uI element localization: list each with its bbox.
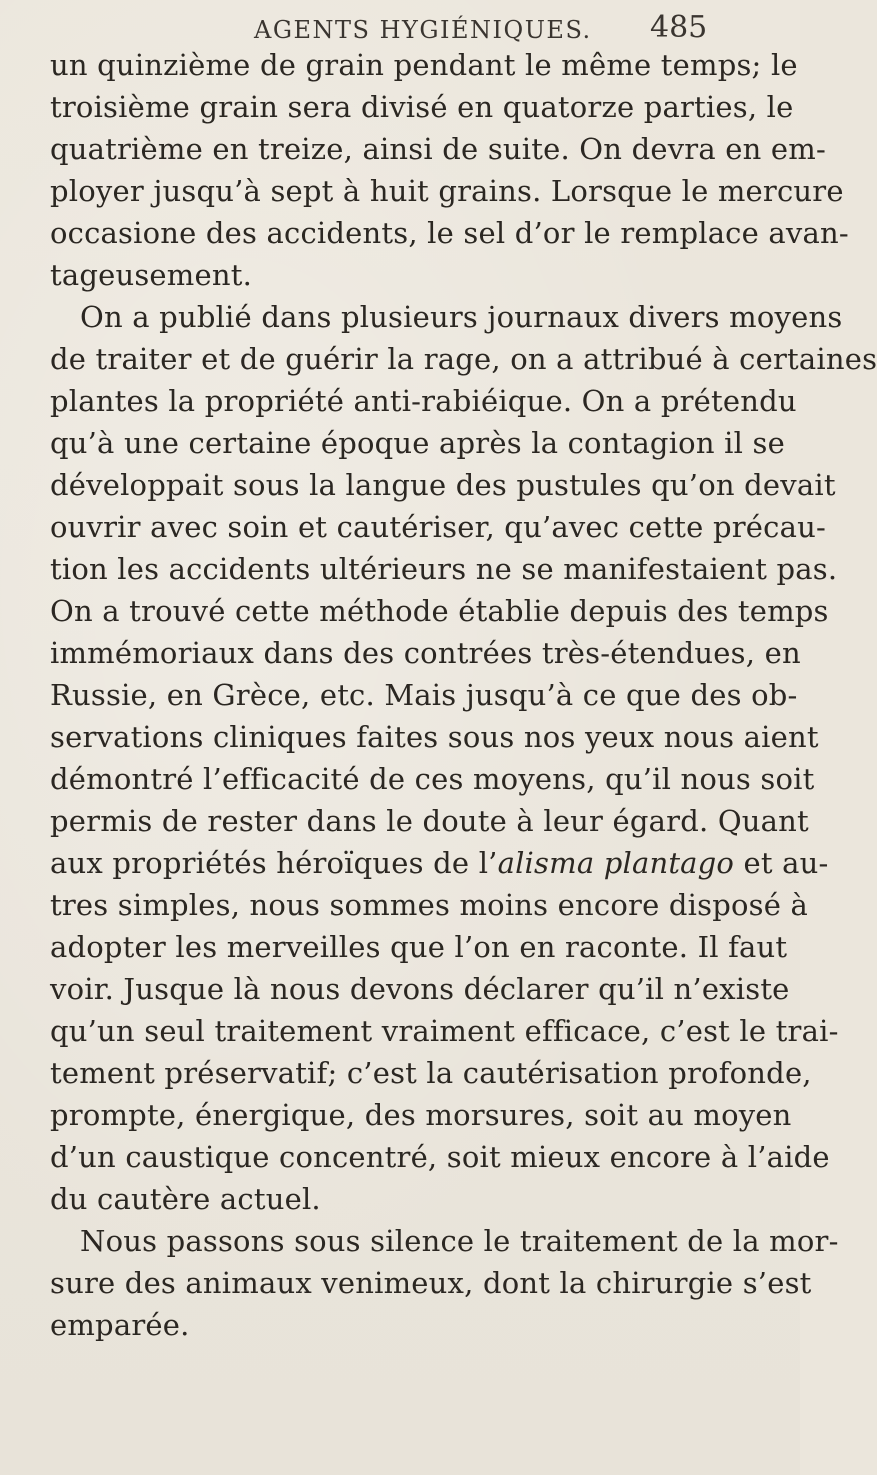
text-line: plantes la propriété anti-rabiéique. On a prétendu	[50, 384, 797, 418]
text-line: prompte, énergique, des morsures, soit au moyen	[50, 1098, 792, 1132]
text-line: quatrième en treize, ainsi de suite. On devra en em-	[50, 132, 826, 166]
text-line: qu’un seul traitement vraiment efficace, c’est le trai-	[50, 1014, 839, 1048]
text-line: tres simples, nous sommes moins encore disposé à	[50, 888, 808, 922]
text-line: d’un caustique concentré, soit mieux encore à l’aide	[50, 1140, 830, 1174]
text-line: immémoriaux dans des contrées très-étendues, en	[50, 636, 801, 670]
text-line: tageusement.	[50, 258, 253, 292]
text-line: qu’à une certaine époque après la contagion il se	[50, 426, 785, 460]
text-line: Nous passons sous silence le traitement de la mor-	[80, 1224, 839, 1258]
text-line: ployer jusqu’à sept à huit grains. Lorsque le mercure	[50, 174, 844, 208]
page-header	[0, 8, 800, 48]
text-line-with-italic	[50, 842, 829, 884]
text-line: troisième grain sera divisé en quatorze parties, le	[50, 90, 794, 124]
text-line: tion les accidents ultérieurs ne se manifestaient pas.	[50, 552, 838, 586]
text-line: de traiter et de guérir la rage, on a attribué à certaines	[50, 342, 877, 376]
running-title: AGENTS HYGIÉNIQUES.	[254, 16, 592, 44]
body-text	[50, 44, 877, 1346]
text-line: développait sous la langue des pustules qu’on devait	[50, 468, 836, 502]
text-line: sure des animaux venimeux, dont la chirurgie s’est	[50, 1266, 812, 1300]
text-line: On a publié dans plusieurs journaux divers moyens	[80, 300, 843, 334]
text-segment: aux propriétés héroïques de l’	[50, 846, 498, 880]
italic-phrase: alisma plantago	[497, 846, 735, 880]
text-line: Russie, en Grèce, etc. Mais jusqu’à ce que des ob-	[50, 678, 798, 712]
text-line: démontré l’efficacité de ces moyens, qu’il nous soit	[50, 762, 815, 796]
text-line: permis de rester dans le doute à leur égard. Quant	[50, 804, 809, 838]
text-line: servations cliniques faites sous nos yeux nous aient	[50, 720, 819, 754]
text-line: ouvrir avec soin et cautériser, qu’avec cette précau-	[50, 510, 826, 544]
text-line: un quinzième de grain pendant le même temps; le	[50, 48, 798, 82]
page-number: 485	[650, 10, 708, 45]
text-line: du cautère actuel.	[50, 1182, 321, 1216]
text-line: voir. Jusque là nous devons déclarer qu’il n’existe	[50, 972, 790, 1006]
text-line: adopter les merveilles que l’on en raconte. Il faut	[50, 930, 788, 964]
text-line: On a trouvé cette méthode établie depuis des temps	[50, 594, 829, 628]
text-line: tement préservatif; c’est la cautérisation profonde,	[50, 1056, 812, 1090]
text-segment: et au-	[734, 846, 829, 880]
text-line: emparée.	[50, 1308, 190, 1342]
text-line: occasione des accidents, le sel d’or le remplace avan-	[50, 216, 849, 250]
